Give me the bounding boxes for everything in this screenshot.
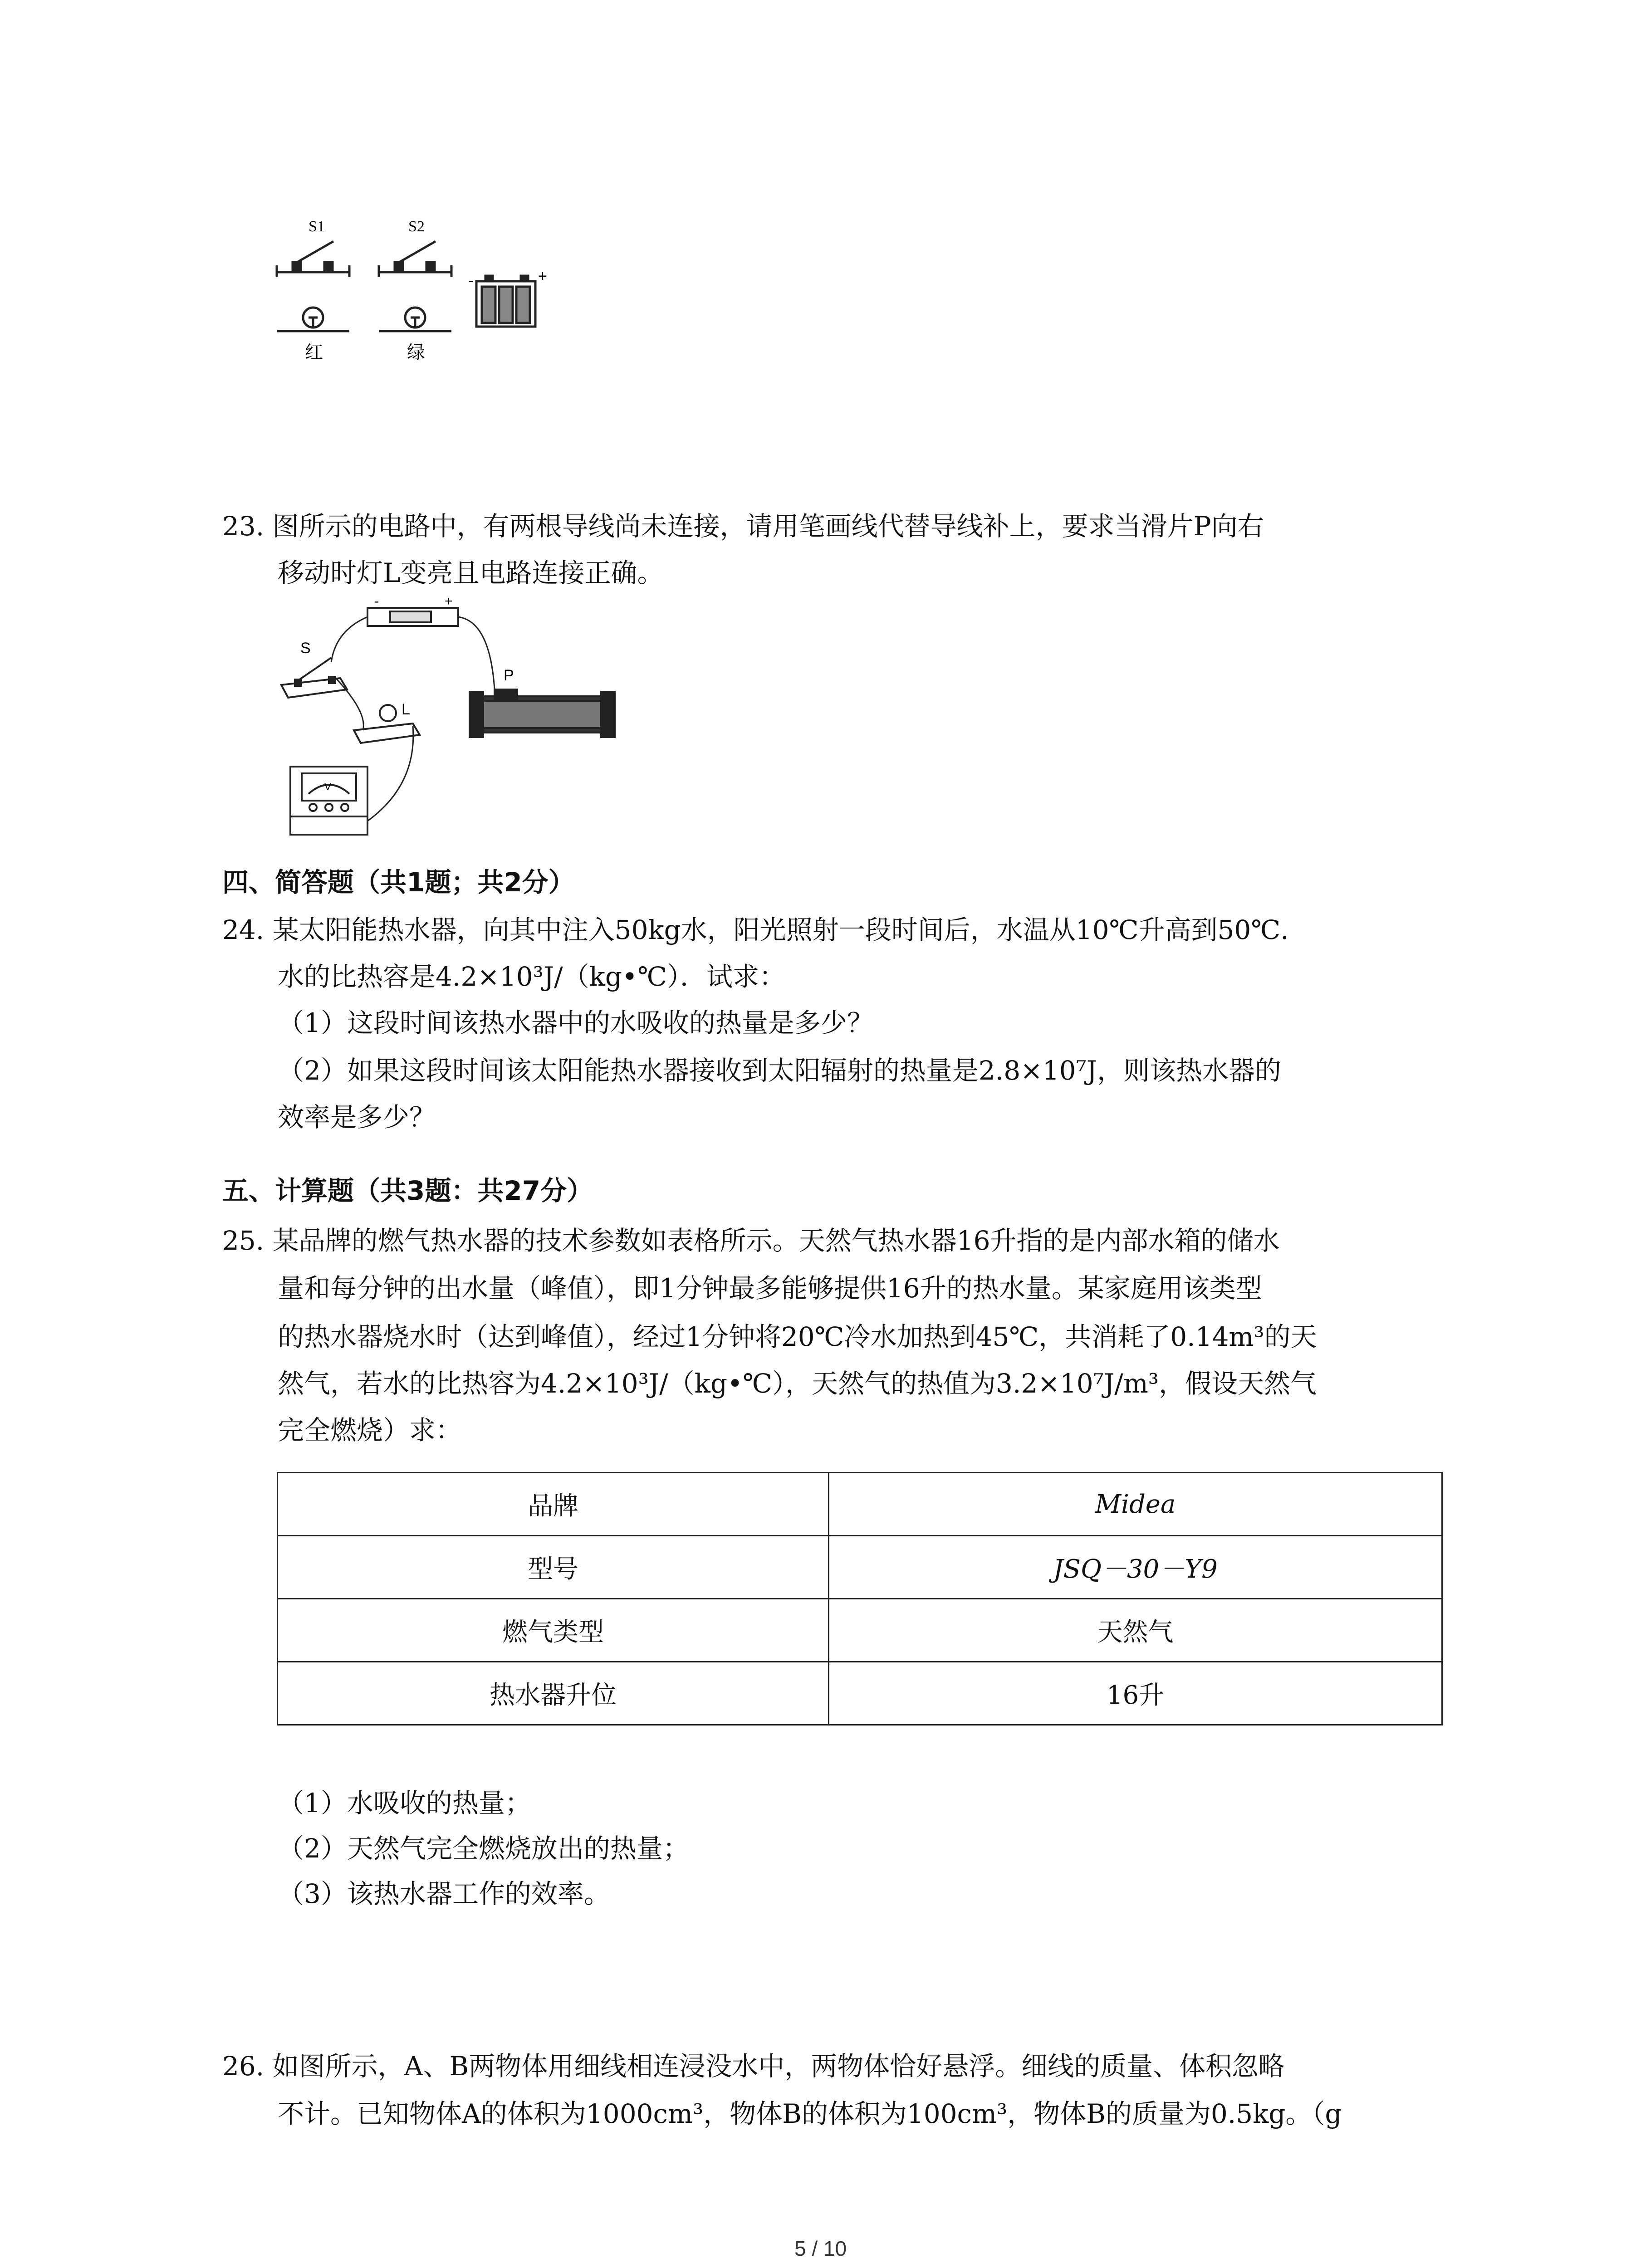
- section-5-title: 五、计算题（共3题：共27分）: [222, 1175, 593, 1206]
- lamp-red-icon: [277, 308, 349, 331]
- lamp-green-label: 绿: [407, 342, 425, 363]
- spec-table: [277, 1472, 1443, 1725]
- q25-text-line4: 然气，若水的比热容为4.2×10³J/（kg•℃），天然气的热值为3.2×10⁷J/m³，假设天然气: [278, 1368, 1317, 1399]
- q25-text-line2: 量和每分钟的出水量（峰值），即1分钟最多能够提供16升的热水量。某家庭用该类型: [278, 1273, 1262, 1304]
- q25-sub1: （1）水吸收的热量；: [278, 1788, 531, 1818]
- q26-text-line1: 26. 如图所示，A、B两物体用细线相连浸没水中，两物体恰好悬浮。细线的质量、体积忽略: [222, 2051, 1285, 2082]
- switch-s2-icon: [379, 241, 451, 277]
- q25-sub3: （3）该热水器工作的效率。: [278, 1878, 610, 1909]
- switch-icon: [281, 658, 347, 698]
- switch-s-label: S: [300, 640, 311, 657]
- q24-text-line1: 24. 某太阳能热水器，向其中注入50kg水，阳光照射一段时间后，水温从10℃升高到50℃.: [222, 914, 1289, 945]
- battery-minus-label: -: [374, 594, 379, 609]
- battery-icon: [367, 608, 458, 626]
- table-cell-value: Midea: [829, 1473, 1442, 1536]
- page-number: 5 / 10: [794, 2237, 847, 2260]
- table-row: [278, 1662, 1442, 1725]
- q23-circuit-figure: [277, 594, 631, 839]
- switch-s2-label: S2: [408, 218, 425, 235]
- rheostat-icon: [470, 689, 615, 737]
- rheostat-p-label: P: [504, 667, 514, 684]
- q24-sub2-line2: 效率是多少？: [278, 1102, 436, 1133]
- q24-text-line2: 水的比热容是4.2×10³J/（kg•℃）．试求：: [278, 961, 786, 992]
- q26-text-line2: 不计。已知物体A的体积为1000cm³，物体B的体积为100cm³，物体B的质量为0.5kg。（g: [278, 2098, 1342, 2129]
- battery-minus-label: -: [468, 271, 474, 289]
- lamp-red-label: 红: [305, 342, 323, 363]
- switch-s1-label: S1: [309, 218, 325, 235]
- q25-sub2: （2）天然气完全燃烧放出的热量；: [278, 1833, 689, 1864]
- q25-text-line3: 的热水器烧水时（达到峰值），经过1分钟将20℃冷水加热到45℃，共消耗了0.14m³的天: [278, 1321, 1317, 1352]
- q24-sub1: （1）这段时间该热水器中的水吸收的热量是多少？: [278, 1007, 873, 1038]
- table-cell-value: 天然气: [829, 1599, 1442, 1662]
- table-cell-label: 品牌: [278, 1473, 829, 1536]
- voltmeter-v-label: V: [324, 781, 331, 792]
- q25-text-line5: 完全燃烧）求：: [278, 1415, 462, 1446]
- q23-text-line1: 23. 图所示的电路中，有两根导线尚未连接，请用笔画线代替导线补上，要求当滑片P向右: [222, 511, 1264, 542]
- battery-plus-label: +: [445, 594, 453, 609]
- section-4-title: 四、简答题（共1题；共2分）: [222, 867, 575, 898]
- q23-text-line2: 移动时灯L变亮且电路连接正确。: [278, 557, 664, 588]
- table-cell-label: 燃气类型: [278, 1599, 829, 1662]
- table-row: [278, 1473, 1442, 1536]
- voltmeter-icon: [290, 767, 367, 835]
- battery-plus-label: +: [538, 268, 547, 285]
- table-cell-label: 型号: [278, 1536, 829, 1599]
- battery-icon: [476, 276, 535, 327]
- table-row: [278, 1536, 1442, 1599]
- table-cell-value: 16升: [829, 1662, 1442, 1725]
- lamp-l-label: L: [402, 701, 410, 718]
- table-row: [278, 1599, 1442, 1662]
- table-cell-label: 热水器升位: [278, 1662, 829, 1725]
- q22-circuit-figure: [272, 209, 563, 381]
- table-cell-value: JSQ－30－Y9: [829, 1536, 1442, 1599]
- q24-sub2-line1: （2）如果这段时间该太阳能热水器接收到太阳辐射的热量是2.8×10⁷J，则该热水器的: [278, 1055, 1282, 1086]
- q25-text-line1: 25. 某品牌的燃气热水器的技术参数如表格所示。天然气热水器16升指的是内部水箱的储水: [222, 1225, 1280, 1256]
- switch-s1-icon: [277, 241, 349, 277]
- lamp-green-icon: [379, 308, 451, 331]
